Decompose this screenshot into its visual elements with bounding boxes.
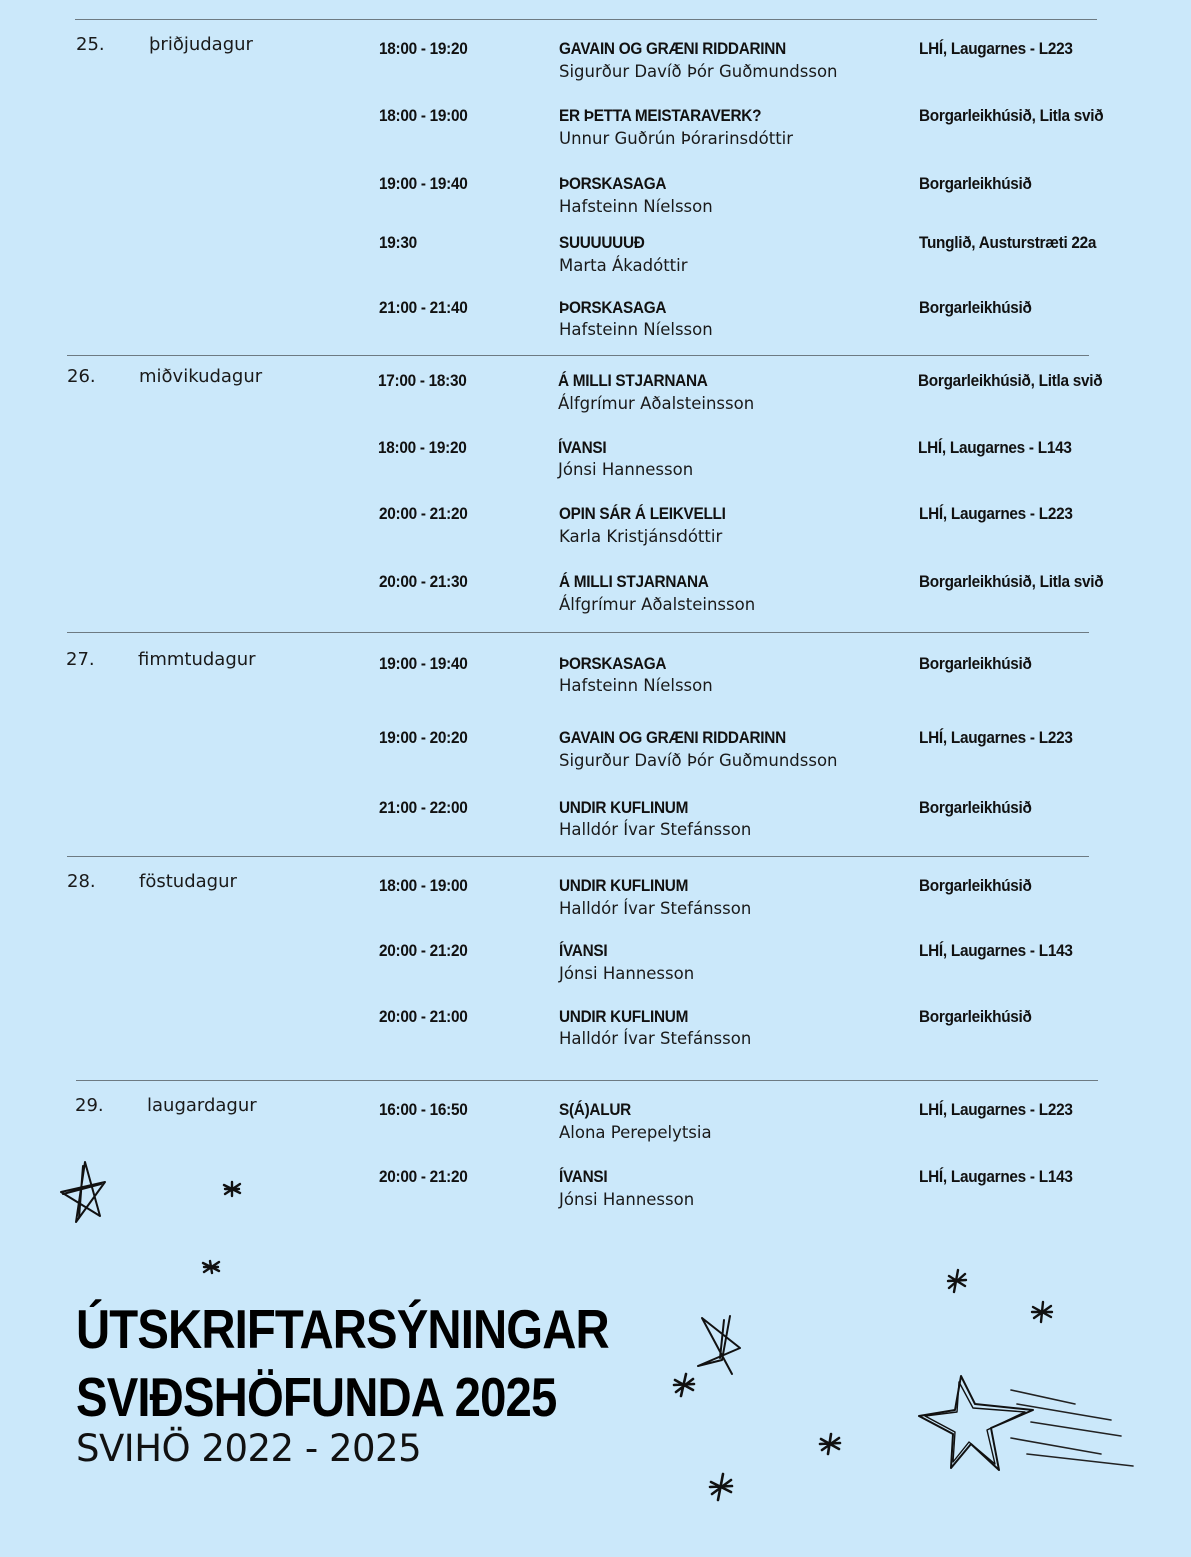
hand-drawn-star-icon [55,1158,111,1228]
event-place: Borgarleikhúsið [919,1008,1032,1026]
event-time: 18:00 - 19:00 [379,877,468,895]
event-time: 18:00 - 19:20 [379,40,468,58]
event-time: 19:30 [379,234,417,252]
event-author: Jónsi Hannesson [559,1190,695,1209]
headline-line-1: ÚTSKRIFTARSÝNINGAR [76,1298,609,1360]
small-star-icon [200,1258,222,1276]
event-place: Borgarleikhúsið, Litla svið [919,107,1104,125]
hand-drawn-star-icon [694,1312,746,1378]
event-place: Borgarleikhúsið [919,799,1032,817]
event-place: Tunglið, Austurstræti 22a [919,234,1097,252]
day-number: 29. [75,1095,104,1116]
day-number: 26. [67,366,96,387]
event-time: 20:00 - 21:20 [379,505,468,523]
event-time: 19:00 - 19:40 [379,175,468,193]
small-star-icon [817,1432,843,1456]
event-title: ER ÞETTA MEISTARAVERK? [559,107,762,125]
day-number: 27. [66,649,95,670]
event-place: Borgarleikhúsið [919,655,1032,673]
event-time: 20:00 - 21:20 [379,942,468,960]
event-title: ÍVANSI [559,1168,608,1186]
event-title: ÞORSKASAGA [559,175,667,193]
top-rule [75,19,1097,20]
event-place: LHÍ, Laugarnes - L143 [919,942,1073,960]
event-author: Karla Kristjánsdóttir [559,527,723,546]
event-place: LHÍ, Laugarnes - L143 [918,439,1072,457]
headline-line-2: SVIÐSHÖFUNDA 2025 [76,1366,557,1428]
event-time: 19:00 - 19:40 [379,655,468,673]
day-divider [76,1080,1098,1081]
day-number: 28. [67,871,96,892]
event-time: 21:00 - 21:40 [379,299,468,317]
small-star-icon [671,1372,697,1398]
event-title: Á MILLI STJARNANA [558,372,708,390]
event-author: Hafsteinn Níelsson [559,197,713,216]
day-divider [67,632,1089,633]
headline-subtitle: SVIHÖ 2022 - 2025 [76,1427,422,1470]
event-author: Jónsi Hannesson [559,964,695,983]
event-title: UNDIR KUFLINUM [559,799,689,817]
event-author: Sigurður Davíð Þór Guðmundsson [559,62,838,81]
event-place: LHÍ, Laugarnes - L223 [919,1101,1073,1119]
event-time: 17:00 - 18:30 [378,372,467,390]
day-number: 25. [76,34,105,55]
day-divider [67,355,1089,356]
event-title: SUUUUUUÐ [559,234,645,252]
event-place: Borgarleikhúsið [919,299,1032,317]
day-name: föstudagur [139,871,237,892]
event-title: UNDIR KUFLINUM [559,877,689,895]
event-author: Unnur Guðrún Þórarinsdóttir [559,129,794,148]
small-star-icon [1029,1300,1055,1324]
shooting-star-icon [915,1370,1140,1480]
event-author: Álfgrímur Aðalsteinsson [559,595,756,614]
event-time: 19:00 - 20:20 [379,729,468,747]
event-place: LHÍ, Laugarnes - L223 [919,505,1073,523]
event-place: Borgarleikhúsið [919,175,1032,193]
event-title: GAVAIN OG GRÆNI RIDDARINN [559,729,786,747]
event-title: S(Á)ALUR [559,1101,631,1119]
event-title: ÍVANSI [558,439,607,457]
event-author: Marta Ákadóttir [559,256,688,275]
event-author: Halldór Ívar Stefánsson [559,1029,752,1048]
event-author: Hafsteinn Níelsson [559,320,713,339]
event-title: UNDIR KUFLINUM [559,1008,689,1026]
event-title: Á MILLI STJARNANA [559,573,709,591]
event-author: Álfgrímur Aðalsteinsson [558,394,755,413]
day-name: fimmtudagur [138,649,256,670]
event-time: 20:00 - 21:20 [379,1168,468,1186]
day-name: miðvikudagur [139,366,263,387]
event-title: OPIN SÁR Á LEIKVELLI [559,505,726,523]
event-title: ÍVANSI [559,942,608,960]
event-time: 16:00 - 16:50 [379,1101,468,1119]
event-title: ÞORSKASAGA [559,299,667,317]
event-author: Sigurður Davíð Þór Guðmundsson [559,751,838,770]
event-place: Borgarleikhúsið, Litla svið [918,372,1103,390]
small-star-icon [221,1180,243,1198]
event-time: 20:00 - 21:00 [379,1008,468,1026]
event-place: LHÍ, Laugarnes - L223 [919,40,1073,58]
event-place: Borgarleikhúsið [919,877,1032,895]
event-time: 21:00 - 22:00 [379,799,468,817]
small-star-icon [707,1472,735,1502]
day-name: laugardagur [147,1095,257,1116]
event-time: 18:00 - 19:20 [378,439,467,457]
event-title: GAVAIN OG GRÆNI RIDDARINN [559,40,786,58]
event-time: 18:00 - 19:00 [379,107,468,125]
event-author: Jónsi Hannesson [558,460,694,479]
event-author: Halldór Ívar Stefánsson [559,899,752,918]
small-star-icon [945,1268,969,1294]
event-place: LHÍ, Laugarnes - L223 [919,729,1073,747]
event-time: 20:00 - 21:30 [379,573,468,591]
event-place: Borgarleikhúsið, Litla svið [919,573,1104,591]
event-title: ÞORSKASAGA [559,655,667,673]
event-author: Halldór Ívar Stefánsson [559,820,752,839]
event-author: Hafsteinn Níelsson [559,676,713,695]
day-divider [67,856,1089,857]
event-place: LHÍ, Laugarnes - L143 [919,1168,1073,1186]
event-author: Alona Perepelytsia [559,1123,712,1142]
day-name: þriðjudagur [149,34,253,55]
